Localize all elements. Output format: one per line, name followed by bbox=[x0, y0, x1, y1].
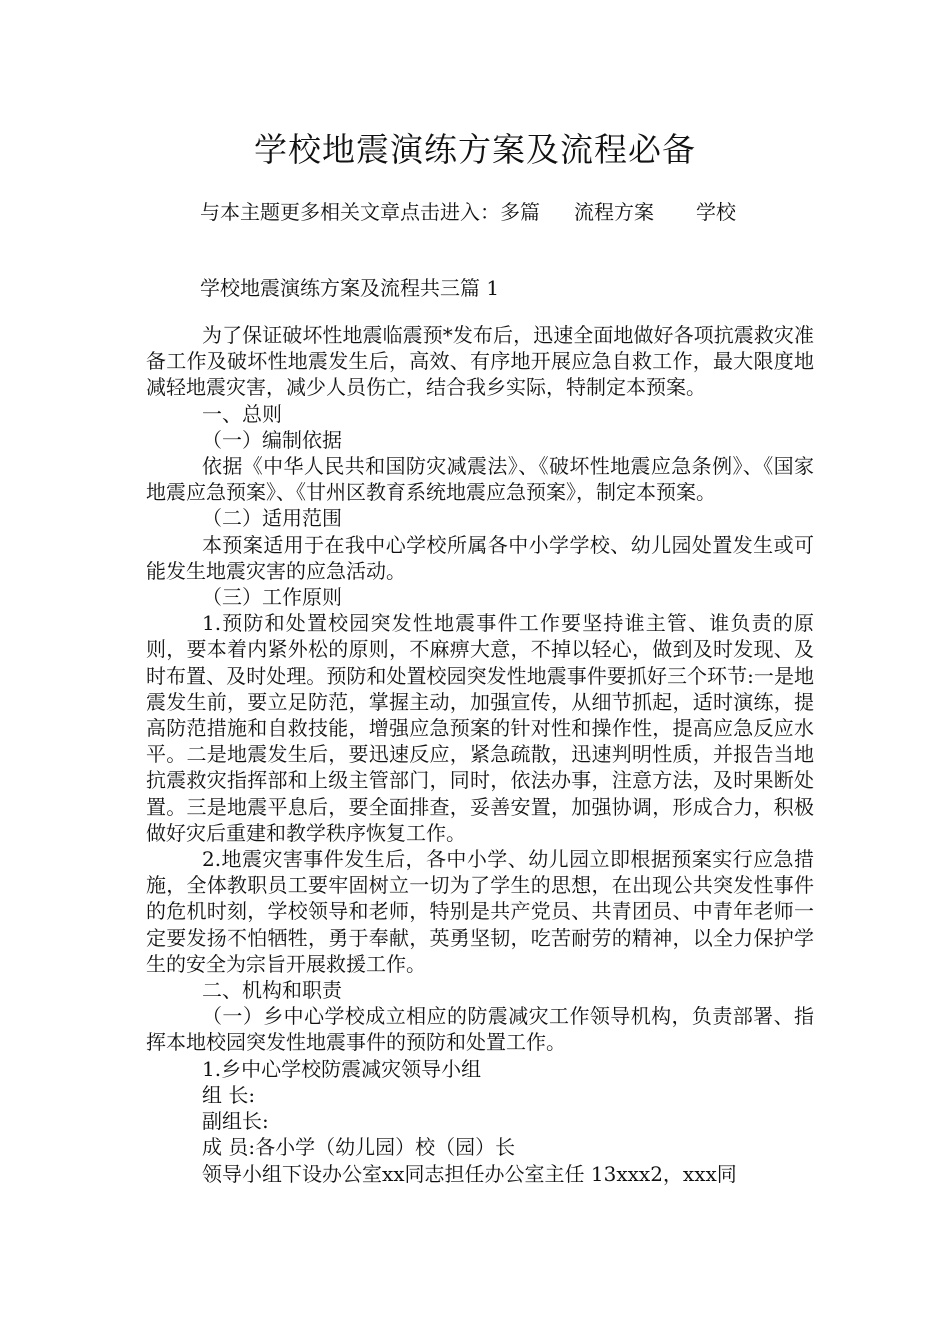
list-item: 领导小组下设办公室xx同志担任办公室主任 13xxx2，xxx同 bbox=[202, 1161, 737, 1186]
related-tag-link[interactable]: 多篇 bbox=[500, 200, 540, 224]
body-paragraph: 2.地震灾害事件发生后，各中小学、幼儿园立即根据预案实行应急措施，全体教职员工要牢固树立一切为了学生的思想，在出现公共突发性事件的危机时刻，学校领导和老师，特别是共产党员、共青团员、中青年老师一定要发扬不怕牺牲，勇于奉献，英勇坚韧，吃苦耐劳的精神，以全力保护学生的安全为宗旨开展救援工作。 bbox=[146, 847, 814, 976]
document-body bbox=[146, 322, 814, 1187]
related-tag-link[interactable]: 学校 bbox=[696, 200, 736, 224]
document-title: 学校地震演练方案及流程必备 bbox=[254, 130, 696, 169]
list-item: 副组长: bbox=[202, 1109, 269, 1134]
list-item: 组 长: bbox=[202, 1082, 256, 1107]
related-prefix: 与本主题更多相关文章点击进入： bbox=[200, 200, 500, 224]
related-articles-line bbox=[200, 198, 736, 226]
body-paragraph: 为了保证破坏性地震临震预*发布后，迅速全面地做好各项抗震救灾准备工作及破坏性地震发生后，高效、有序地开展应急自救工作，最大限度地减轻地震灾害，减少人员伤亡，结合我乡实际，特制定本预案。 bbox=[146, 323, 814, 400]
list-item: 成 员:各小学（幼儿园）校（园）长 bbox=[202, 1135, 516, 1160]
subsection-heading: （一）编制依据 bbox=[202, 427, 342, 452]
body-paragraph: 本预案适用于在我中心学校所属各中小学学校、幼儿园处置发生或可能发生地震灾害的应急活动。 bbox=[146, 532, 814, 583]
subsection-heading: （三）工作原则 bbox=[202, 585, 342, 610]
subsection-heading: （二）适用范围 bbox=[202, 506, 342, 531]
list-item: 1.乡中心学校防震减灾领导小组 bbox=[202, 1056, 482, 1081]
body-paragraph: 1.预防和处置校园突发性地震事件工作要坚持谁主管、谁负责的原则，要本着内紧外松的原则，不麻痹大意，不掉以轻心，做到及时发现、及时布置、及时处理。预防和处置校园突发性地震事件要抓好三个环节:一是地震发生前，要立足防范，掌握主动，加强宣传，从细节抓起，适时演练，提高防范措施和自救技能，增强应急预案的针对性和操作性，提高应急反应水平。二是地震发生后，要迅速反应，紧急疏散，迅速判明性质，并报告当地抗震救灾指挥部和上级主管部门，同时，依法办事，注意方法，及时果断处置。三是地震平息后，要全面排查，妥善安置，加强协调，形成合力，积极做好灾后重建和教学秩序恢复工作。 bbox=[146, 611, 814, 845]
related-tag-link[interactable]: 流程方案 bbox=[574, 200, 654, 224]
section-subheading: 学校地震演练方案及流程共三篇 1 bbox=[200, 276, 500, 300]
body-paragraph: 依据《中华人民共和国防灾减震法》、《破坏性地震应急条例》、《国家地震应急预案》、《甘州区教育系统地震应急预案》，制定本预案。 bbox=[146, 454, 814, 505]
body-paragraph: （一）乡中心学校成立相应的防震减灾工作领导机构，负责部署、指挥本地校园突发性地震事件的预防和处置工作。 bbox=[146, 1004, 814, 1055]
section-heading: 一、总则 bbox=[202, 401, 282, 426]
section-heading: 二、机构和职责 bbox=[202, 978, 342, 1003]
